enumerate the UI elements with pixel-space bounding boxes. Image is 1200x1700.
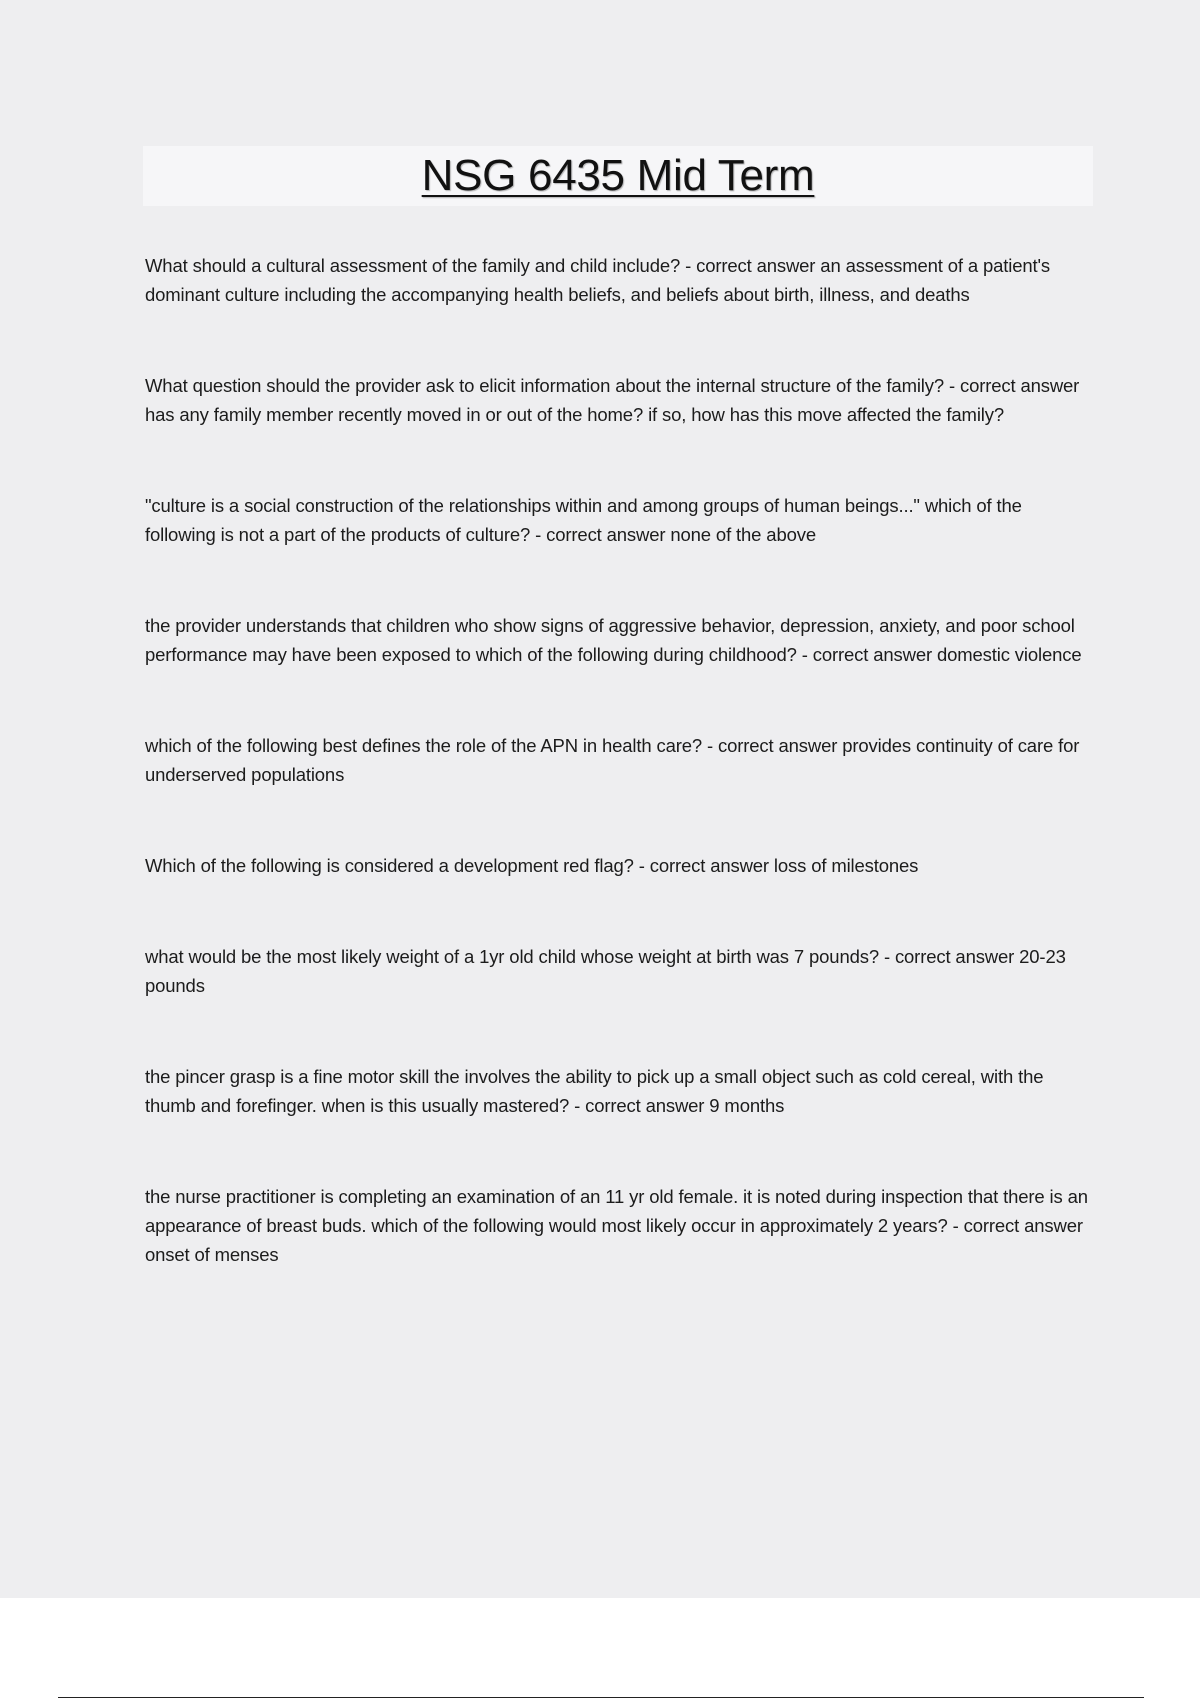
document-title: NSG 6435 Mid Term <box>421 151 815 200</box>
qa-item-7: what would be the most likely weight of a 1yr old child whose weight at birth was 7 pounds? - correct answer 20-23 pounds <box>145 946 1066 996</box>
qa-item-4: the provider understands that children who show signs of aggressive behavior, depression, anxiety, and poor school performance may have been exposed to which of the following during childhood? - correct answer domestic violence <box>145 615 1082 665</box>
qa-item-2: What question should the provider ask to elicit information about the internal structure of the family? - correct answer has any family member recently moved in or out of the home? if so, how has this move affected the family? <box>145 375 1080 425</box>
qa-item-9: the nurse practitioner is completing an examination of an 11 yr old female. it is noted during inspection that there is an appearance of breast buds. which of the following would most likely occur in approximately 2 years? - correct answer onset of menses <box>145 1186 1088 1265</box>
qa-item-5: which of the following best defines the role of the APN in health care? - correct answer provides continuity of care for underserved populations <box>145 735 1080 785</box>
footer-divider <box>58 1697 1144 1698</box>
qa-item-3: "culture is a social construction of the relationships within and among groups of human beings..." which of the following is not a part of the products of culture? - correct answer none of the above <box>145 495 1022 545</box>
qa-list <box>145 251 1090 1269</box>
qa-item-1: What should a cultural assessment of the family and child include? - correct answer an assessment of a patient's dominant culture including the accompanying health beliefs, and beliefs about birth, illness, and deaths <box>145 255 1050 305</box>
qa-item-6: Which of the following is considered a development red flag? - correct answer loss of milestones <box>145 855 919 876</box>
qa-item-8: the pincer grasp is a fine motor skill the involves the ability to pick up a small object such as cold cereal, with the thumb and forefinger. when is this usually mastered? - correct answer 9 months <box>145 1066 1044 1116</box>
